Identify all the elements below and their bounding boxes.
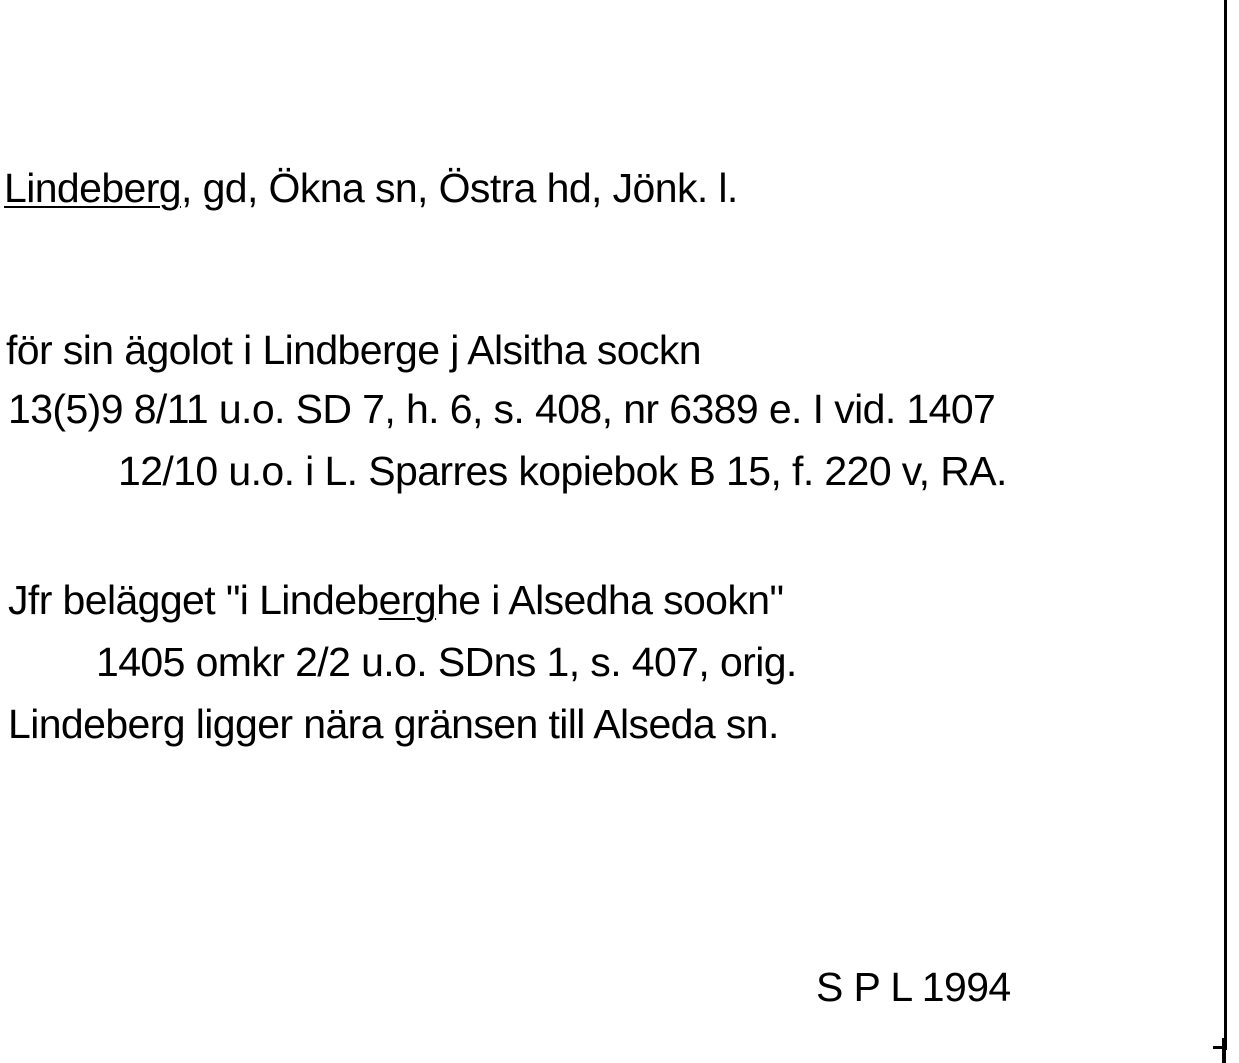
heading-line — [4, 165, 738, 211]
card-right-edge — [1224, 0, 1227, 1050]
citation-line-2: 13(5)9 8/11 u.o. SD 7, h. 6, s. 408, nr 6389 e. I vid. 1407 — [8, 386, 996, 432]
signature: S P L 1994 — [816, 964, 1011, 1010]
citation-line-1: för sin ägolot i Lindberge j Alsitha sockn — [6, 327, 702, 373]
place-name: Lindeberg — [4, 165, 181, 211]
place-description: , gd, Ökna sn, Östra hd, Jönk. l. — [180, 165, 738, 211]
comparison-line-3: Lindeberg ligger nära gränsen till Alseda sn. — [8, 701, 779, 747]
comparison-text-after: he i Alsedha sookn" — [436, 577, 784, 623]
citation-line-3: 12/10 u.o. i L. Sparres kopiebok B 15, f. 220 v, RA. — [118, 448, 1007, 494]
comparison-line-2: 1405 omkr 2/2 u.o. SDns 1, s. 407, orig. — [96, 639, 797, 685]
comparison-text-before: Jfr belägget "i Lindeb — [8, 577, 379, 623]
comparison-line-1 — [8, 577, 784, 623]
card-corner-mark-vertical — [1222, 1038, 1226, 1063]
comparison-underlined: erg — [378, 577, 437, 623]
